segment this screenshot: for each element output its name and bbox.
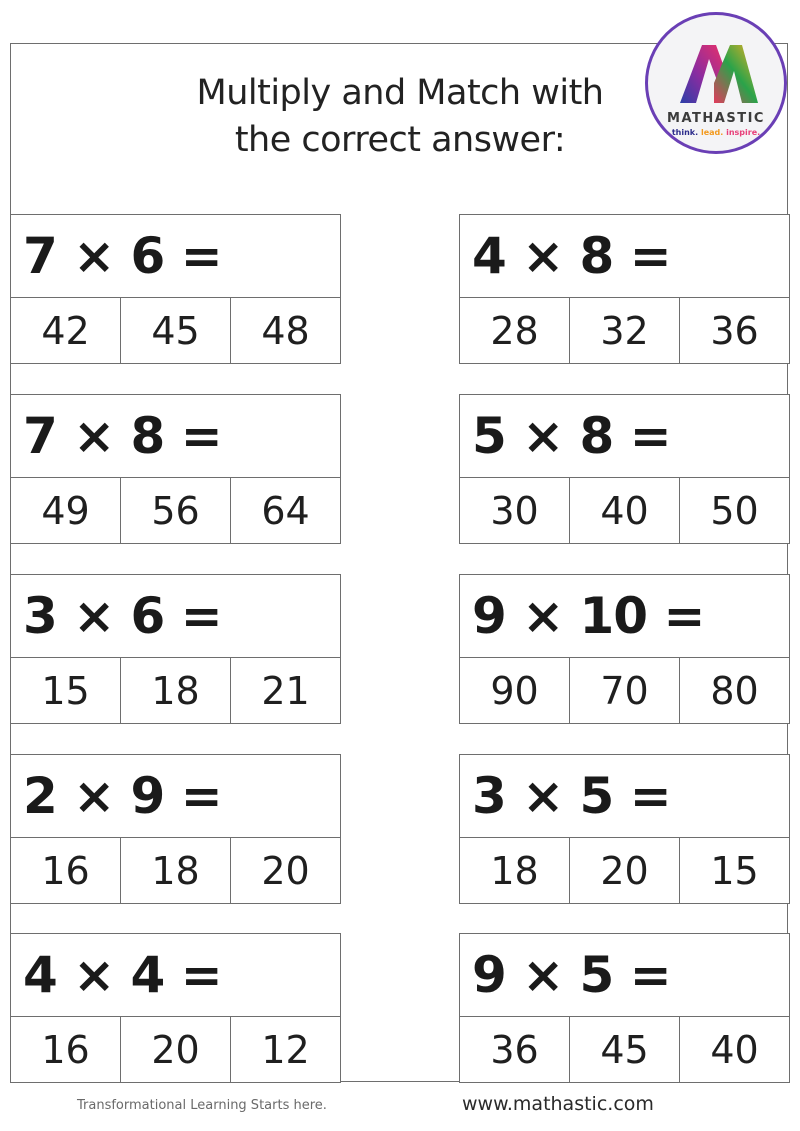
answer-option[interactable]: 90 — [460, 658, 570, 723]
answer-option[interactable]: 80 — [710, 668, 759, 713]
answer-option[interactable]: 40 — [570, 478, 680, 543]
answer-option[interactable]: 45 — [570, 1017, 680, 1082]
answer-option[interactable]: 21 — [261, 668, 310, 713]
problem-card — [459, 214, 790, 364]
answer-option[interactable]: 18 — [460, 838, 570, 903]
answer-option[interactable]: 18 — [121, 658, 231, 723]
answer-option[interactable]: 15 — [710, 848, 759, 893]
answer-options — [460, 838, 789, 903]
answer-option[interactable]: 56 — [121, 478, 231, 543]
problem-card — [10, 933, 341, 1083]
problem-question: 9 × 5 = — [460, 934, 789, 1017]
worksheet-frame — [10, 43, 788, 1082]
answer-option[interactable]: 32 — [570, 298, 680, 363]
answer-option[interactable]: 18 — [121, 838, 231, 903]
problem-card — [459, 933, 790, 1083]
problem-card — [10, 574, 341, 724]
problem-card — [459, 754, 790, 904]
answer-option[interactable]: 20 — [570, 838, 680, 903]
answer-option[interactable]: 70 — [570, 658, 680, 723]
problem-card — [10, 214, 341, 364]
problem-question: 5 × 8 = — [460, 395, 789, 478]
answer-option[interactable]: 20 — [121, 1017, 231, 1082]
answer-option[interactable]: 20 — [261, 848, 310, 893]
worksheet-title — [150, 70, 650, 164]
answer-options — [460, 658, 789, 723]
answer-option[interactable]: 16 — [11, 838, 121, 903]
problem-card — [459, 394, 790, 544]
m-logo-icon — [680, 41, 758, 107]
answer-options — [11, 478, 340, 543]
problem-question: 3 × 6 = — [11, 575, 340, 658]
answer-option[interactable]: 30 — [460, 478, 570, 543]
problem-question: 7 × 8 = — [11, 395, 340, 478]
tagline-inspire: inspire. — [726, 128, 761, 137]
answer-options — [11, 838, 340, 903]
answer-option[interactable]: 42 — [11, 298, 121, 363]
problem-question: 4 × 4 = — [11, 934, 340, 1017]
tagline-think: think. — [671, 128, 699, 137]
answer-option[interactable]: 36 — [460, 1017, 570, 1082]
problem-question: 7 × 6 = — [11, 215, 340, 298]
answer-option[interactable]: 49 — [11, 478, 121, 543]
answer-option[interactable]: 64 — [261, 488, 310, 533]
answer-options — [11, 298, 340, 363]
problem-card — [10, 754, 341, 904]
answer-option[interactable]: 48 — [261, 308, 310, 353]
answer-option[interactable]: 15 — [11, 658, 121, 723]
problem-card — [10, 394, 341, 544]
answer-options — [460, 1017, 789, 1082]
problem-question: 3 × 5 = — [460, 755, 789, 838]
answer-option[interactable]: 28 — [460, 298, 570, 363]
problem-question: 2 × 9 = — [11, 755, 340, 838]
answer-option[interactable]: 45 — [121, 298, 231, 363]
answer-option[interactable]: 16 — [11, 1017, 121, 1082]
title-line-2: the correct answer: — [234, 120, 566, 160]
footer-tagline: Transformational Learning Starts here. — [77, 1098, 327, 1113]
logo-brand-text: MATHASTIC — [667, 111, 765, 126]
footer-website[interactable]: www.mathastic.com — [462, 1093, 654, 1115]
answer-options — [460, 478, 789, 543]
logo-tagline — [648, 128, 784, 137]
problem-card — [459, 574, 790, 724]
answer-option[interactable]: 12 — [261, 1027, 310, 1072]
answer-options — [460, 298, 789, 363]
answer-option[interactable]: 36 — [710, 308, 759, 353]
title-line-1: Multiply and Match with — [196, 73, 604, 113]
answer-options — [11, 1017, 340, 1082]
problem-question: 4 × 8 = — [460, 215, 789, 298]
answer-option[interactable]: 40 — [710, 1027, 759, 1072]
tagline-lead: lead. — [700, 128, 724, 137]
problem-question: 9 × 10 = — [460, 575, 789, 658]
mathastic-logo — [645, 12, 787, 154]
answer-options — [11, 658, 340, 723]
answer-option[interactable]: 50 — [710, 488, 759, 533]
